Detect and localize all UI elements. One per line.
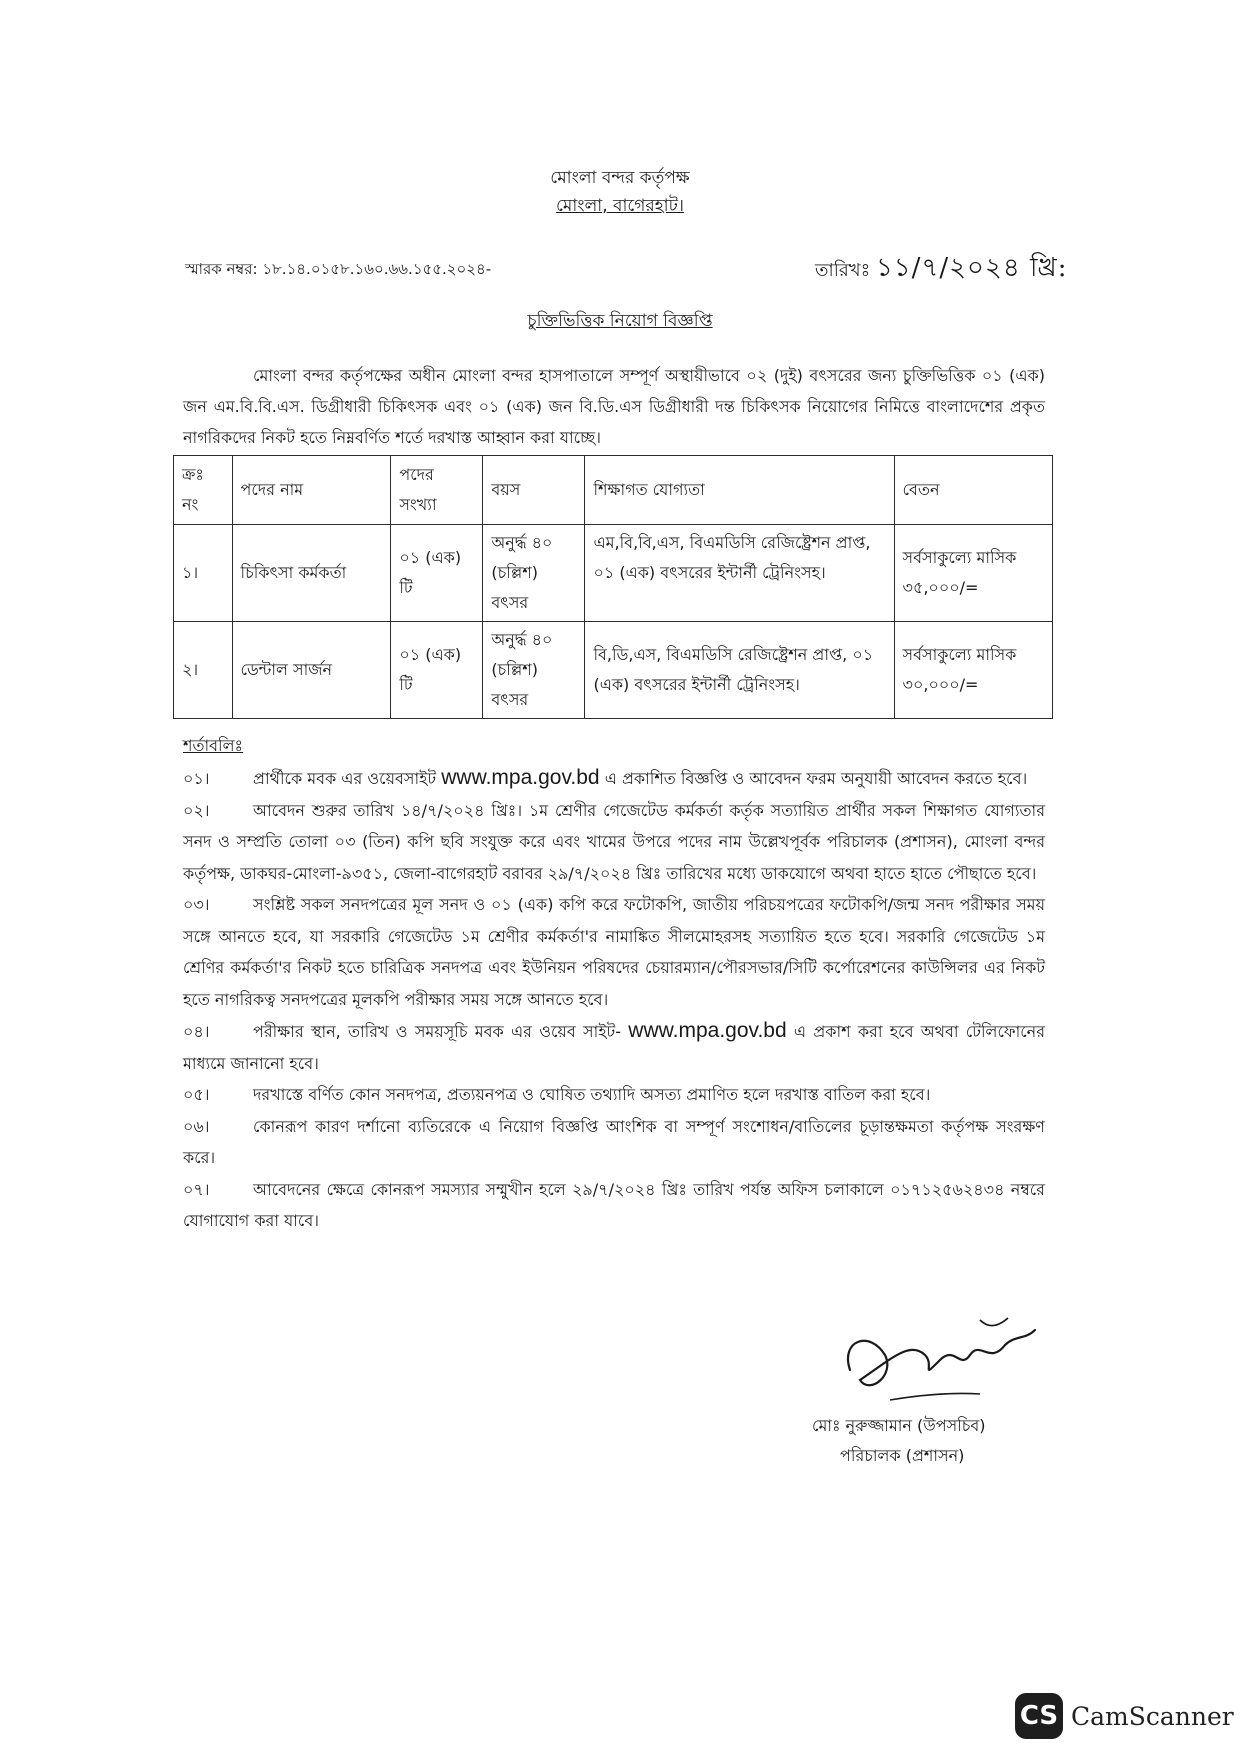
vacancy-table xyxy=(173,455,1053,719)
notice-title: চুক্তিভিত্তিক নিয়োগ বিজ্ঞপ্তি xyxy=(527,311,713,331)
term-text: এ প্রকাশিত বিজ্ঞপ্তি ও আবেদন ফরম অনুযায়ী আবেদন করতে হবে। xyxy=(604,769,1028,788)
cell-count: ০১ (এক) টি xyxy=(391,622,483,719)
term-number: ০৭। xyxy=(183,1179,210,1199)
term-number: ০২। xyxy=(183,800,210,820)
header-qualification: শিক্ষাগত যোগ্যতা xyxy=(585,456,894,525)
term-number: ০১। xyxy=(183,769,210,788)
term-item xyxy=(183,1111,1045,1174)
term-number: ০৬। xyxy=(183,1116,210,1136)
handwritten-signature xyxy=(830,1300,1050,1420)
header-post: পদের নাম xyxy=(232,456,391,525)
cell-age: অনুর্দ্ধ ৪০ (চল্লিশ) বৎসর xyxy=(483,525,585,622)
cell-salary: সর্বসাকুল্যে মাসিক ৩০,০০০/= xyxy=(894,622,1052,719)
term-item xyxy=(183,795,1045,890)
term-number: ০৪। xyxy=(183,1022,210,1041)
memo-label: স্মারক নম্বর: xyxy=(185,260,258,278)
camscanner-brand: CamScanner xyxy=(1071,1701,1234,1731)
cell-qualification: বি,ডি,এস, বিএমডিসি রেজিষ্ট্রেশন প্রাপ্ত, ০১ (এক) বৎসরের ইন্টার্নী ট্রেনিংসহ। xyxy=(585,622,894,719)
header-serial: ক্রঃ নং xyxy=(174,456,233,525)
term-number: ০৩। xyxy=(183,895,210,914)
term-text: এ প্রকাশ করা হবে অথবা টেলিফোনের মাধ্যমে জানানো হবে। xyxy=(183,1022,1045,1073)
terms-list xyxy=(183,762,1045,1237)
header-age: বয়স xyxy=(483,456,585,525)
header-count: পদের সংখ্যা xyxy=(391,456,483,525)
organization-location: মোংলা, বাগেরহাট। xyxy=(556,196,684,216)
camscanner-logo-icon: CS xyxy=(1015,1693,1063,1739)
date-label: তারিখঃ xyxy=(815,260,871,281)
term-text: আবেদনের ক্ষেত্রে কোনরূপ সমস্যার সম্মুখীন হলে ২৯/৭/২০২৪ খ্রিঃ তারিখ পর্যন্ত অফিস চলাকালে ০১৭১২৫৬২৪৩৪ নম্বরে যোগাযোগ করা যাবে। xyxy=(183,1179,1045,1230)
term-text: দরখাস্তে বর্ণিত কোন সনদপত্র, প্রত্যয়নপত্র ও ঘোষিত তথ্যাদি অসত্য প্রমাণিত হলে দরখাস্ত বাতিল করা হবে। xyxy=(253,1085,931,1104)
intro-paragraph: মোংলা বন্দর কর্তৃপক্ষের অধীন মোংলা বন্দর হাসপাতালে সম্পূর্ণ অস্থায়ীভাবে ০২ (দুই) বৎসরের জন্য চুক্তিভিত্তিক ০১ (এক) জন এম.বি.বি.এস. ডিগ্রীধারী চিকিৎসক এবং ০১ (এক) জন বি.ডি.এস ডিগ্রীধারী দন্ত চিকিৎসক নিয়োগের নিমিত্তে বাংলাদেশের প্রকৃত নাগরিকদের নিকট হতে নিম্নবর্ণিত শর্তে দরখাস্ত আহ্বান করা যাচ্ছে। xyxy=(183,366,1045,447)
term-text: সংশ্লিষ্ট সকল সনদপত্রের মূল সনদ ও ০১ (এক) কপি করে ফটোকপি, জাতীয় পরিচয়পত্রের ফটোকপি/জন্ম সনদ পরীক্ষার সময় সঙ্গে আনতে হবে, যা সরকারি গেজেটেড ১ম শ্রেণীর কর্মকর্তা'র নামাঙ্কিত সীলমোহরসহ সত্যায়িত হতে হবে। সরকারি গেজেটেড ১ম শ্রেণির কর্মকর্তা'র নিকট হতে চারিত্রিক সনদপত্র এবং ইউনিয়ন পরিষদের চেয়ারম্যান/পৌরসভার/সিটি কর্পোরেশনের কাউন্সিলর এর নিকট হতে নাগরিকত্ব সনদপত্রের মূলকপি পরীক্ষার সময় সঙ্গে আনতে হবে। xyxy=(183,895,1045,1009)
term-text: কোনরূপ কারণ দর্শানো ব্যতিরেকে এ নিয়োগ বিজ্ঞপ্তি আংশিক বা সম্পূর্ণ সংশোধন/বাতিলের চূড়ান্তক্ষমতা কর্তৃপক্ষ সংরক্ষণ করে। xyxy=(183,1116,1045,1167)
cell-serial: ১। xyxy=(174,525,233,622)
term-item xyxy=(183,1079,1045,1111)
header-salary: বেতন xyxy=(894,456,1052,525)
website-link[interactable]: www.mpa.gov.bd xyxy=(628,1019,787,1042)
cell-post: ডেন্টাল সার্জন xyxy=(232,622,391,719)
camscanner-watermark xyxy=(1015,1693,1234,1739)
website-link[interactable]: www.mpa.gov.bd xyxy=(441,766,600,789)
term-text: প্রার্থীকে মবক এর ওয়েবসাইট xyxy=(253,769,437,788)
term-number: ০৫। xyxy=(183,1085,210,1104)
organization-name: মোংলা বন্দর কর্তৃপক্ষ xyxy=(550,168,690,188)
date-value: ১১/৭/২০২৪ খ্রি: xyxy=(875,253,1068,283)
cell-qualification: এম,বি,বি,এস, বিএমডিসি রেজিষ্ট্রেশন প্রাপ্ত, ০১ (এক) বৎসরের ইন্টার্নী ট্রেনিংসহ। xyxy=(585,525,894,622)
cell-post: চিকিৎসা কর্মকর্তা xyxy=(232,525,391,622)
cell-salary: সর্বসাকুল্যে মাসিক ৩৫,০০০/= xyxy=(894,525,1052,622)
term-item xyxy=(183,762,1045,795)
cell-count: ০১ (এক) টি xyxy=(391,525,483,622)
term-text: পরীক্ষার স্থান, তারিখ ও সময়সূচি মবক এর ওয়েব সাইট- xyxy=(253,1022,622,1041)
signatory-name: মোঃ নুরুজ্জামান (উপসচিব) xyxy=(812,1416,986,1435)
signatory-title: পরিচালক (প্রশাসন) xyxy=(840,1446,965,1465)
memo-value: ১৮.১৪.০১৫৮.১৬০.৬৬.১৫৫.২০২৪- xyxy=(262,260,492,278)
term-text: আবেদন শুরুর তারিখ ১৪/৭/২০২৪ খ্রিঃ। ১ম শ্রেণীর গেজেটেড কর্মকর্তা কর্তৃক সত্যায়িত প্রার্থীর সকল শিক্ষাগত যোগ্যতার সনদ ও সম্প্রতি তোলা ০৩ (তিন) কপি ছবি সংযুক্ত করে এবং খামের উপরে পদের নাম উল্লেখপূর্বক পরিচালক (প্রশাসন), মোংলা বন্দর কর্তৃপক্ষ, ডাকঘর-মোংলা-৯৩৫১, জেলা-বাগেরহাট বরাবর ২৯/৭/২০২৪ খ্রিঃ তারিখের মধ্যে ডাকযোগে অথবা হাতে হাতে পৌছাতে হবে। xyxy=(183,800,1045,883)
cell-age: অনুর্দ্ধ ৪০ (চল্লিশ) বৎসর xyxy=(483,622,585,719)
cell-serial: ২। xyxy=(174,622,233,719)
term-item xyxy=(183,1174,1045,1237)
notice-date xyxy=(815,247,1068,291)
table-header-row xyxy=(174,456,1053,525)
memo-number xyxy=(185,258,491,283)
table-row xyxy=(174,525,1053,622)
table-row xyxy=(174,622,1053,719)
term-item xyxy=(183,889,1045,1015)
terms-title: শর্তাবলিঃ xyxy=(183,736,244,755)
term-item xyxy=(183,1015,1045,1079)
